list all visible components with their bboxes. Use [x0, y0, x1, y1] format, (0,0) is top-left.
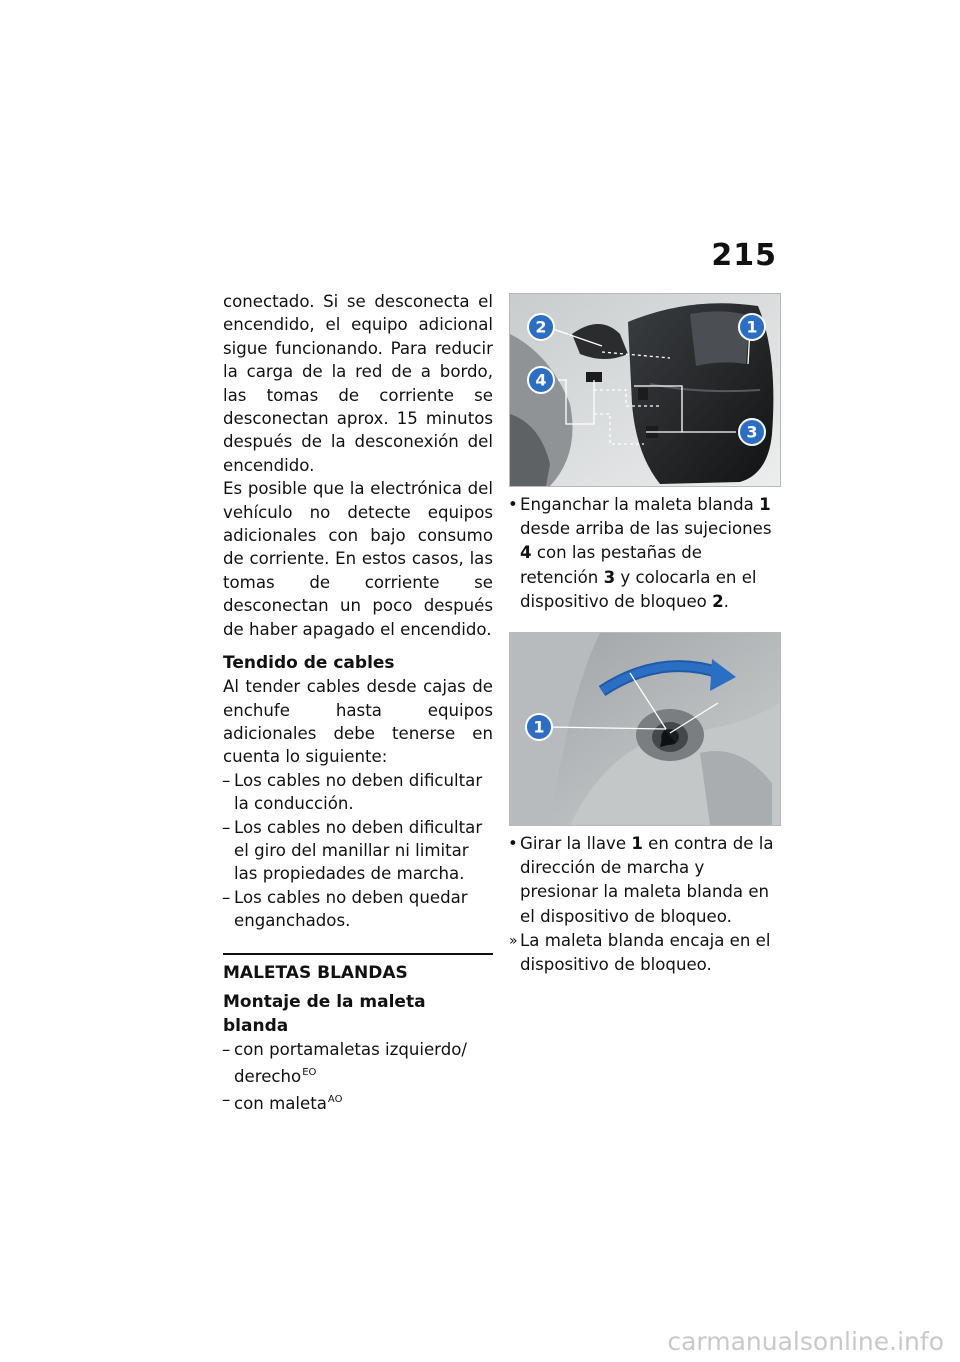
subheading-mounting: Montaje de la maleta blanda	[223, 991, 426, 1036]
watermark-footer: carmanualsonline.info	[667, 1327, 944, 1356]
paragraph-cable-routing: Al tender cables desde cajas de enchufe hasta equipos adicionales debe tenerse en cuenta lo siguiente:	[223, 677, 493, 767]
optional-accessory-mark: AO	[327, 1094, 343, 1106]
figure-soft-case-mounting	[509, 293, 781, 487]
paragraph-electronics: Es posible que la electrónica del vehículo no detecte equipos adicionales con bajo consumo de corriente. En estos casos, las tomas de corriente se desconectan un poco después de haber apagado el encendido.	[223, 479, 493, 639]
right-column	[509, 293, 781, 977]
paragraph-power-sockets: conectado. Si se desconecta el encendido, el equipo adicional sigue funcionando. Para reducir la carga de la red de a bordo, las tomas de corriente se desconectan aprox. 15 minutos después de la desconexión del encendido.	[223, 292, 493, 475]
step-text: Girar la llave	[520, 834, 632, 854]
step-text: .	[723, 591, 729, 611]
step-text: desde arriba de las sujeciones	[520, 519, 772, 539]
step-text: Enganchar la maleta blanda	[520, 495, 760, 514]
lock-key-illustration	[510, 633, 780, 825]
reference-number: 2	[712, 591, 724, 611]
list-item: – Los cables no deben quedar enganchados.	[223, 886, 493, 933]
requirement-text: con maleta	[234, 1094, 327, 1114]
list-item: – Los cables no deben dificultar el giro del manillar ni limitar las propiedades de marcha.	[223, 816, 493, 886]
reference-number: 4	[520, 543, 532, 563]
list-item: – Los cables no deben dificultar la conducción.	[223, 769, 493, 816]
figure-lock-key	[509, 632, 781, 826]
page-number: 215	[711, 238, 777, 273]
callout-number: 2	[535, 317, 547, 337]
result-line: » La maleta blanda encaja en el dispositivo de bloqueo.	[509, 929, 781, 977]
instruction-step	[509, 832, 781, 929]
callout-number: 4	[535, 370, 547, 390]
reference-number: 1	[631, 834, 643, 854]
step-text: en contra de la dirección de marcha y presionar la maleta blanda en el dispositivo de bloqueo.	[520, 834, 774, 926]
requirement-item	[223, 1088, 493, 1115]
section-title: MALETAS BLANDAS	[223, 962, 408, 983]
instruction-step	[509, 493, 781, 614]
step-text: y colocarla en el dispositivo de bloqueo	[520, 567, 757, 611]
section-divider	[223, 953, 493, 955]
reference-number: 3	[603, 567, 616, 587]
callout-number: 1	[533, 717, 545, 737]
soft-case-illustration	[510, 294, 780, 486]
callout-number: 1	[746, 317, 758, 337]
reference-number: 1	[759, 495, 771, 514]
optional-equipment-mark: EO	[302, 1066, 317, 1078]
left-column	[223, 290, 493, 1116]
heading-cable-routing: Tendido de cables	[223, 653, 395, 674]
callout-markers-2	[526, 714, 552, 740]
callout-number: 3	[746, 422, 758, 442]
requirement-item	[223, 1038, 493, 1089]
requirement-text: con portamaletas izquierdo/ derecho	[234, 1039, 467, 1086]
step-text: con las pestañas de retención	[520, 543, 702, 587]
